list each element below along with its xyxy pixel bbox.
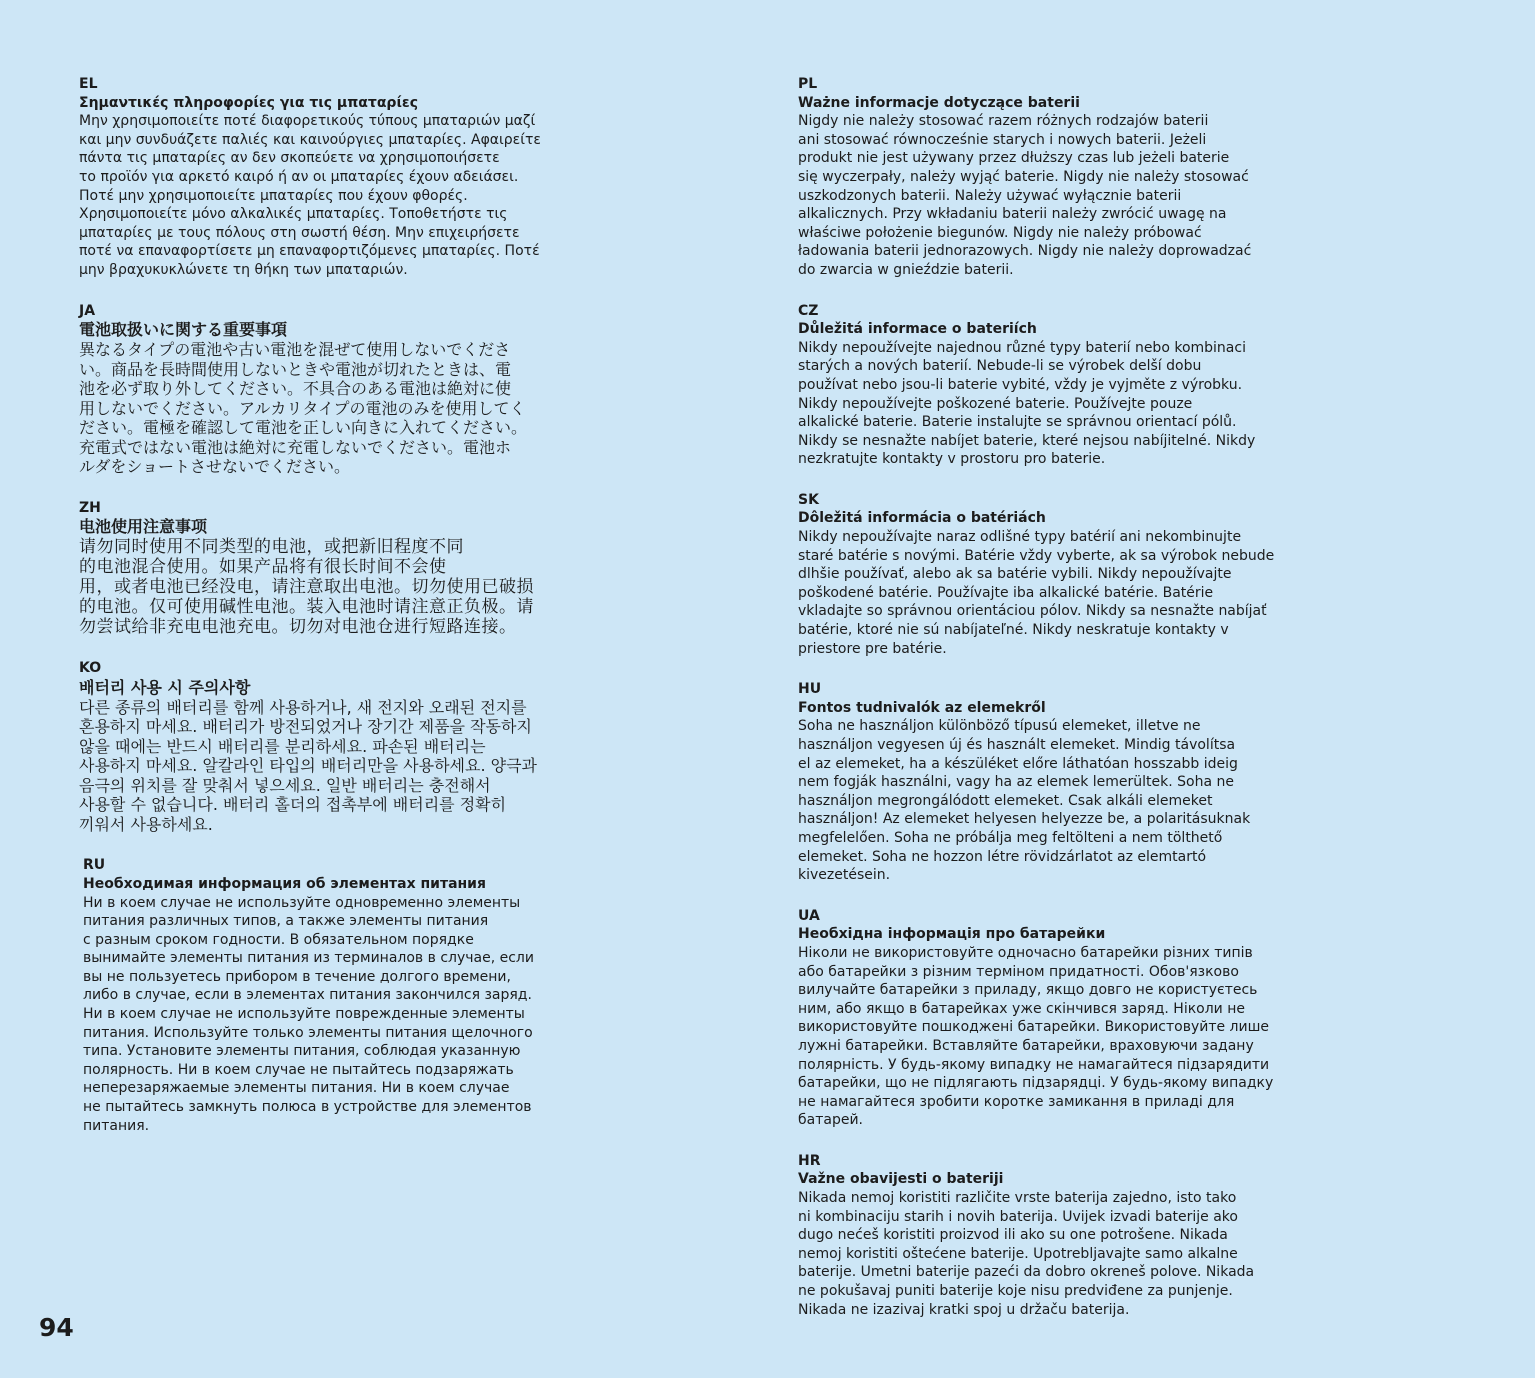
language-code: CZ <box>798 302 819 319</box>
section-el <box>79 75 569 280</box>
section-title: Ważne informacje dotyczące baterii <box>798 94 1080 111</box>
language-code: HR <box>798 1152 821 1169</box>
language-code: EL <box>79 76 98 92</box>
section-pl <box>798 75 1298 280</box>
section-title: Důležitá informace o bateriích <box>798 321 1037 338</box>
section-body: 異なるタイプの電池や古い電池を混ぜて使用しないでくださ い。商品を長時間使用しないときや電池が切れたときは、電 池を必ず取り外してください。不具合のある電池は絶対に使 用しないでください。アルカリタイプの電池のみを使用してく ださい。電極を確認して電池を正しい向きに入れてください。 充電式ではない電池は絶対に充電しないでください。電池ホ ルダをショートさせないでください。 <box>79 340 528 477</box>
section-title: 電池取扱いに関する重要事項 <box>79 320 288 340</box>
language-code: ZH <box>79 499 101 516</box>
language-code: UA <box>798 907 820 924</box>
section-body: Ніколи не використовуйте одночасно батарейки різних типів або батарейки з різним терміном придатності. Обов'язково вилучайте батарейки з приладу, якщо довго не користуєтесь ним, або якщо в батарейках уже скінчився заряд. Ніколи не використовуйте пошкоджені батарейки. Використовуйте лише лужні батарейки. Вставляйте батарейки, враховуючи задану полярність. У будь-якому випадку не намагайтеся підзарядити батарейки, що не підлягають підзарядці. У будь-якому випадку не намагайтеся зробити коротке замикання в приладі для батарей. <box>798 944 1274 1129</box>
language-code: JA <box>79 302 96 319</box>
language-code: KO <box>79 660 102 677</box>
section-ru <box>83 856 569 1135</box>
section-body: Nikdy nepoužívejte najednou různé typy baterií nebo kombinaci starých a nových baterií. Nebude-li se výrobek delší dobu používat nebo jsou-li baterie vybité, vždy je vyjměte z výrobku. Nikdy nepoužívejte poškozené baterie. Používejte pouze alkalické baterie. Baterie instalujte se správnou orientací pólů. Nikdy se nesnažte nabíjet baterie, které nejsou nabíjitelné. Nikdy nezkratujte kontakty v prostoru pro baterie. <box>798 339 1256 468</box>
page-number: 94 <box>39 1313 74 1342</box>
section-body: Nikdy nepoužívajte naraz odlišné typy batérií ani nekombinujte staré batérie s novými. Batérie vždy vyberte, ak sa výrobok nebude dlhšie používať, alebo ak sa batérie vybili. Nikdy nepoužívajte poškodené batérie. Používajte iba alkalické batérie. Batérie vkladajte so správnou orientáciou pólov. Nikdy sa nesnažte nabíjať batérie, ktoré nie sú nabíjateľné. Nikdy neskratuje kontakty v priestore pre batérie. <box>798 529 1275 657</box>
section-title: 电池使用注意事项 <box>79 517 208 537</box>
section-hr <box>798 1152 1298 1319</box>
section-sk <box>798 491 1298 658</box>
section-title: Fontos tudnivalók az elemekről <box>798 699 1046 716</box>
section-ja <box>79 302 569 477</box>
language-code: RU <box>83 857 106 874</box>
section-ua <box>798 907 1298 1130</box>
language-code: PL <box>798 76 818 92</box>
language-code: HU <box>798 681 822 698</box>
section-body: Μην χρησιμοποιείτε ποτέ διαφορετικούς τύπους μπαταριών μαζί και μην συνδυάζετε παλιές και καινούργιες μπαταρίες. Αφαιρείτε πάντα τις μπαταρίες αν δεν σκοπεύετε να χρησιμοποιήσετε το προϊόν για αρκετό καιρό ή αν οι μπαταρίες έχουν αδειάσει. Ποτέ μην χρησιμοποιείτε μπαταρίες που έχουν φθορές. Χρησιμοποιείτε μόνο αλκαλικές μπαταρίες. Τοποθετήστε τις μπαταρίες με τους πόλους στη σωστή θέση. Μην επιχειρήσετε ποτέ να επαναφορτίσετε μη επαναφορτιζόμενες μπαταρίες. Ποτέ μην βραχυκυκλώνετε τη θήκη των μπαταριών. <box>79 113 541 278</box>
section-body: 请勿同时使用不同类型的电池，或把新旧程度不同 的电池混合使用。如果产品将有很长时间不会使 用，或者电池已经没电，请注意取出电池。切勿使用已破损 的电池。仅可使用碱性电池。装入电池时请注意正负极。请 勿尝试给非充电电池充电。切勿对电池仓进行短路连接。 <box>79 537 534 638</box>
section-body: Nikada nemoj koristiti različite vrste baterija zajedno, isto tako ni kombinaciju starih i novih baterija. Uvijek izvadi baterije ako dugo nećeš koristiti proizvod ili ako su one potrošene. Nikada nemoj koristiti oštećene baterije. Upotrebljavajte samo alkalne baterije. Umetni baterije pazeći da dobro okreneš polove. Nikada ne pokušavaj puniti baterije koje nisu predviđene za punjenje. Nikada ne izazivaj kratki spoj u držaču baterija. <box>798 1190 1255 1318</box>
section-body: Soha ne használjon különböző típusú elemeket, illetve ne használjon vegyesen új és használt elemeket. Mindig távolítsa el az elemeket, ha a készüléket előre láthatóan hosszabb ideig nem fogják használni, vagy ha az elemek lemerültek. Soha ne használjon megrongálódott elemeket. Csak alkáli elemeket használjon! Az elemeket helyesen helyezze be, a polaritásuknak megfelelően. Soha ne próbálja meg feltölteni a nem tölthető elemeket. Soha ne hozzon létre rövidzárlatot az elemtartó kivezetésein. <box>798 718 1251 884</box>
section-zh <box>79 499 569 638</box>
section-ko <box>79 659 569 834</box>
section-cz <box>798 302 1298 469</box>
section-title: Необхідна інформація про батарейки <box>798 926 1106 943</box>
section-title: Važne obavijesti o bateriji <box>798 1171 1004 1188</box>
section-title: Σημαντικές πληροφορίες για τις μπαταρίες <box>79 94 419 111</box>
section-body: 다른 종류의 배터리를 함께 사용하거나, 새 전지와 오래된 전지를 혼용하지 마세요. 배터리가 방전되었거나 장기간 제품을 작동하지 않을 때에는 반드시 배터리를 분리하세요. 파손된 배터리는 사용하지 마세요. 알칼라인 타입의 배터리만을 사용하세요. 양극과 음극의 위치를 잘 맞춰서 넣으세요. 일반 배터리는 충전해서 사용할 수 없습니다. 배터리 홀더의 접촉부에 배터리를 정확히 끼워서 사용하세요. <box>79 697 538 834</box>
left-column <box>79 75 569 1157</box>
section-hu <box>798 680 1298 885</box>
section-title: 배터리 사용 시 주의사항 <box>79 677 251 697</box>
language-code: SK <box>798 491 819 508</box>
section-body: Nigdy nie należy stosować razem różnych rodzajów baterii ani stosować równocześnie starych i nowych baterii. Jeżeli produkt nie jest używany przez dłuższy czas lub jeżeli baterie się wyczerpały, należy wyjąć baterie. Nigdy nie należy stosować uszkodzonych baterii. Należy używać wyłącznie baterii alkalicznych. Przy wkładaniu baterii należy zwrócić uwagę na właściwe położenie biegunów. Nigdy nie należy próbować ładowania baterii jednorazowych. Nigdy nie należy doprowadzać do zwarcia w gnieździe baterii. <box>798 113 1252 278</box>
right-column <box>798 75 1298 1341</box>
section-title: Необходимая информация об элементах питания <box>83 875 486 892</box>
section-body: Ни в коем случае не используйте одновременно элементы питания различных типов, а также элементы питания с разным сроком годности. В обязательном порядке вынимайте элементы питания из терминалов в случае, если вы не пользуетесь прибором в течение долгого времени, либо в случае, если в элементах питания закончился заряд. Ни в коем случае не используйте поврежденные элементы питания. Используйте только элементы питания щелочного типа. Установите элементы питания, соблюдая указанную полярность. Ни в коем случае не пытайтесь подзаряжать неперезаряжаемые элементы питания. Ни в коем случае не пытайтесь замкнуть полюса в устройстве для элементов питания. <box>83 894 534 1134</box>
section-title: Dôležitá informácia o batériách <box>798 510 1046 527</box>
